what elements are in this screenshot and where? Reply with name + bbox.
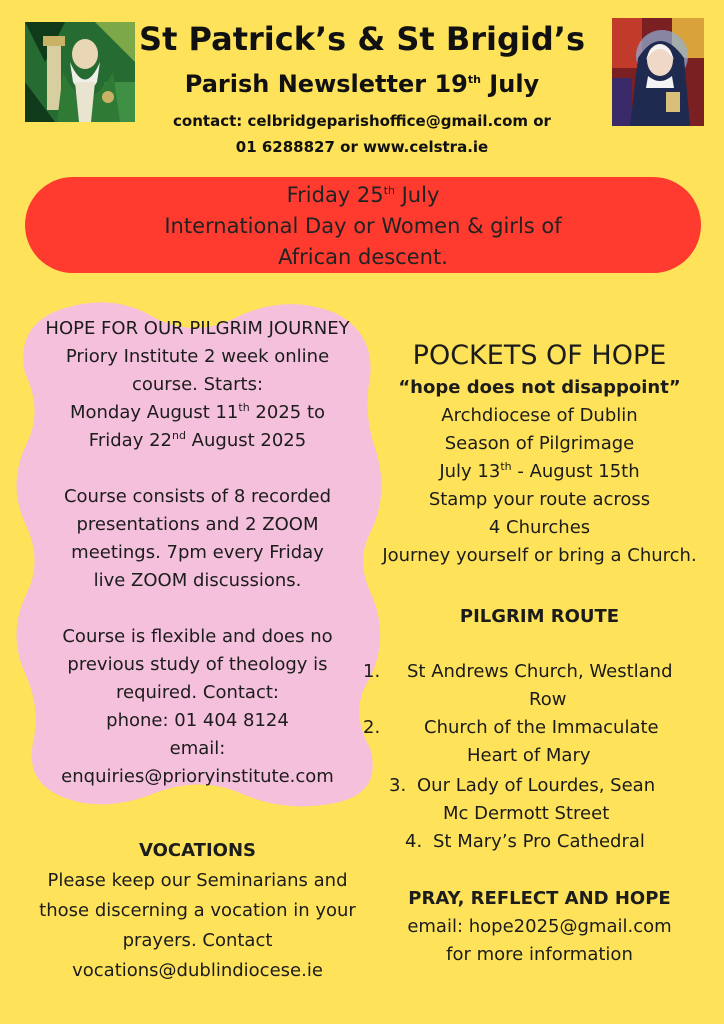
hope-line-1: Archdiocese of Dublin [441, 405, 638, 426]
course-para3-line-1: Course is flexible and does no [62, 626, 333, 647]
route-item-4-num: 4. [405, 831, 423, 852]
hope-dates-sup: th [500, 460, 512, 473]
banner-month: July [394, 183, 440, 207]
course-end-end: August 2025 [185, 430, 307, 451]
route-item-1-line-2: Row [529, 689, 567, 710]
course-line-4 [5, 427, 390, 455]
hope-dates-end: - August 15th [511, 461, 640, 482]
newsletter-subtitle [0, 70, 724, 98]
route-item-2-num: 2. [363, 717, 381, 738]
pray-heading: PRAY, REFLECT AND HOPE [408, 888, 671, 909]
pray-email[interactable]: email: hope2025@gmail.com [407, 916, 672, 937]
vocations-line-3: prayers. Contact [122, 930, 273, 951]
course-para2-line-1: Course consists of 8 recorded [63, 486, 332, 507]
route-item-4-line-1: St Mary’s Pro Cathedral [433, 831, 645, 852]
course-para3-line-2: previous study of theology is [67, 654, 328, 675]
pilgrim-route-heading: PILGRIM ROUTE [459, 606, 620, 627]
banner-line-1 [25, 180, 701, 211]
route-item-3-num: 3. [389, 775, 407, 796]
route-item-2-line-2: Heart of Mary [467, 745, 591, 766]
pray-section [355, 885, 724, 969]
newsletter-title: St Patrick’s & St Brigid’s [139, 20, 585, 58]
course-para2-line-4: live ZOOM discussions. [93, 570, 302, 591]
pockets-of-hope-quote: “hope does not disappoint” [398, 377, 681, 398]
route-item-1-num: 1. [363, 661, 381, 682]
hope-line-4: Stamp your route across [428, 489, 651, 510]
vocations-line-1: Please keep our Seminarians and [47, 870, 348, 891]
contact-info [0, 108, 724, 160]
pilgrim-route-list [355, 658, 724, 858]
vocations-heading: VOCATIONS [139, 840, 256, 861]
event-banner-text [25, 180, 701, 273]
hope-line-3 [355, 458, 724, 486]
subtitle-text: Parish Newsletter 19 [184, 70, 468, 98]
vocations-email[interactable]: vocations@dublindiocese.ie [72, 960, 323, 981]
course-phone: phone: 01 404 8124 [106, 710, 289, 731]
subtitle-sup: th [467, 73, 481, 86]
pockets-of-hope-section [355, 338, 724, 570]
route-item-3-line-1: Our Lady of Lourdes, Sean [417, 775, 656, 796]
hope-dates: July 13 [439, 461, 501, 482]
banner-line-3: African descent. [278, 245, 448, 269]
course-end: Friday 22 [88, 430, 172, 451]
banner-date: Friday 25 [286, 183, 384, 207]
pockets-of-hope-heading: POCKETS OF HOPE [412, 340, 667, 371]
vocations-line-2: those discerning a vocation in your [39, 900, 356, 921]
pray-info: for more information [446, 944, 633, 965]
course-para2-line-3: meetings. 7pm every Friday [71, 542, 324, 563]
course-line-2: course. Starts: [131, 374, 264, 395]
hope-line-5: 4 Churches [488, 517, 591, 538]
banner-line-2: International Day or Women & girls of [164, 214, 562, 238]
route-item-3-line-2: Mc Dermott Street [443, 803, 610, 824]
hope-line-2: Season of Pilgrimage [444, 433, 635, 454]
course-start-sup: th [238, 401, 250, 414]
pilgrim-course-heading: HOPE FOR OUR PILGRIM JOURNEY [45, 318, 350, 339]
course-line-1: Priory Institute 2 week online [65, 346, 330, 367]
course-start: Monday August 11 [69, 402, 239, 423]
course-email-label: email: [169, 738, 226, 759]
subtitle-end: July [480, 70, 540, 98]
hope-line-6: Journey yourself or bring a Church. [382, 545, 697, 566]
course-end-sup: nd [171, 429, 186, 442]
contact-line-2: 01 6288827 or www.celstra.ie [235, 138, 489, 156]
contact-line-1: contact: celbridgeparishoffice@gmail.com or [173, 112, 551, 130]
banner-date-sup: th [383, 184, 395, 197]
route-item-1-line-1: St Andrews Church, Westland [407, 661, 673, 682]
course-email[interactable]: enquiries@prioryinstitute.com [61, 766, 334, 787]
route-item-2-line-1: Church of the Immaculate [424, 717, 659, 738]
course-para2-line-2: presentations and 2 ZOOM [76, 514, 319, 535]
course-line-3 [5, 399, 390, 427]
pilgrim-course-section [5, 315, 390, 791]
course-start-end: 2025 to [249, 402, 326, 423]
course-para3-line-3: required. Contact: [116, 682, 279, 703]
vocations-section [5, 836, 390, 986]
